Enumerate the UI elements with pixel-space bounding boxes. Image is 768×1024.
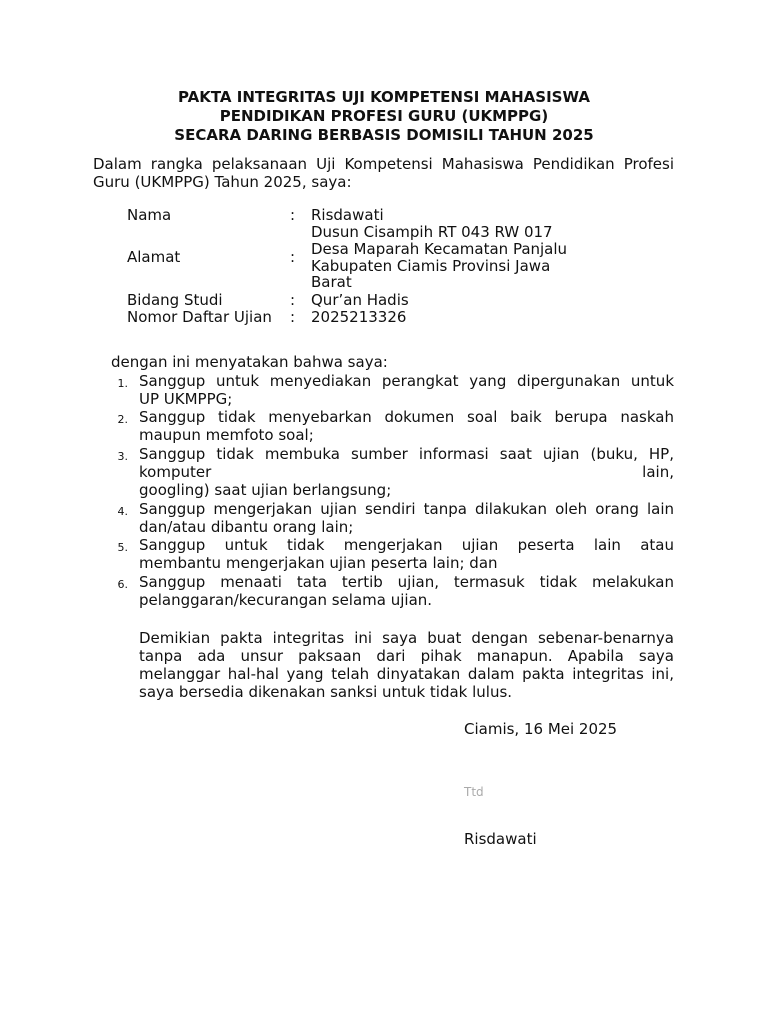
address-line: Barat <box>311 273 352 291</box>
list-item-line: Sanggup tidak menyebarkan dokumen soal baik berupa naskah <box>139 408 674 426</box>
list-number: 5. <box>117 541 128 554</box>
list-number: 6. <box>117 578 128 591</box>
list-item-line: pelanggaran/kecurangan selama ujian. <box>139 591 433 609</box>
intro-line: Dalam rangka pelaksanaan Uji Kompetensi Mahasiswa Pendidikan Profesi <box>93 155 674 173</box>
signatory-name: Risdawati <box>464 830 537 848</box>
title-line-2: PENDIDIKAN PROFESI GURU (UKMPPG) <box>219 107 549 125</box>
list-item-line: Sanggup menaati tata tertib ujian, termasuk tidak melakukan <box>139 573 674 591</box>
address-line: Dusun Cisampih RT 043 RW 017 <box>311 223 553 241</box>
list-item-line: googling) saat ujian berlangsung; <box>139 481 392 499</box>
exam-number-value: 2025213326 <box>311 308 407 326</box>
colon: : <box>290 206 296 224</box>
list-number: 2. <box>117 413 128 426</box>
name-value: Risdawati <box>311 206 384 224</box>
closing-line: melanggar hal-hal yang telah dinyatakan dalam pakta integritas ini, <box>139 665 674 683</box>
statement-intro: dengan ini menyatakan bahwa saya: <box>111 353 388 371</box>
field-of-study-value: Qur’an Hadis <box>311 291 409 309</box>
intro-paragraph <box>93 155 674 191</box>
address-label: Alamat <box>127 248 181 266</box>
colon: : <box>290 291 296 309</box>
list-item-line: Sanggup tidak membuka sumber informasi saat ujian (buku, HP, <box>139 445 674 463</box>
intro-line: Guru (UKMPPG) Tahun 2025, saya: <box>93 173 352 191</box>
list-number: 1. <box>117 377 128 390</box>
list-item-line: maupun memfoto soal; <box>139 426 314 444</box>
document-title <box>0 88 768 145</box>
field-of-study-label: Bidang Studi <box>127 291 223 309</box>
colon: : <box>290 248 296 266</box>
title-line-1: PAKTA INTEGRITAS UJI KOMPETENSI MAHASISWA <box>178 88 590 106</box>
list-item-line: komputer lain, <box>139 463 674 481</box>
colon: : <box>290 308 296 326</box>
list-number: 4. <box>117 505 128 518</box>
list-item-line: Sanggup untuk menyediakan perangkat yang dipergunakan untuk <box>139 372 674 390</box>
address-line: Kabupaten Ciamis Provinsi Jawa <box>311 257 551 275</box>
list-item-line: Sanggup untuk tidak mengerjakan ujian peserta lain atau <box>139 536 674 554</box>
list-number: 3. <box>117 450 128 463</box>
list-item-line: membantu mengerjakan ujian peserta lain; dan <box>139 554 498 572</box>
address-line: Desa Maparah Kecamatan Panjalu <box>311 240 568 258</box>
closing-line: Demikian pakta integritas ini saya buat dengan sebenar-benarnya <box>139 629 674 647</box>
closing-line: saya bersedia dikenakan sanksi untuk tidak lulus. <box>139 683 513 701</box>
name-label: Nama <box>127 206 172 224</box>
closing-line: tanpa ada unsur paksaan dari pihak manapun. Apabila saya <box>139 647 674 665</box>
list-item-line: dan/atau dibantu orang lain; <box>139 518 354 536</box>
exam-number-label: Nomor Daftar Ujian <box>127 308 272 326</box>
signature-mark: Ttd <box>464 785 484 799</box>
list-item-line: UP UKMPPG; <box>139 390 233 408</box>
closing-paragraph <box>139 629 674 701</box>
title-line-3: SECARA DARING BERBASIS DOMISILI TAHUN 2025 <box>174 126 594 144</box>
place-date: Ciamis, 16 Mei 2025 <box>464 720 618 738</box>
list-item-line: Sanggup mengerjakan ujian sendiri tanpa dilakukan oleh orang lain <box>139 500 674 518</box>
